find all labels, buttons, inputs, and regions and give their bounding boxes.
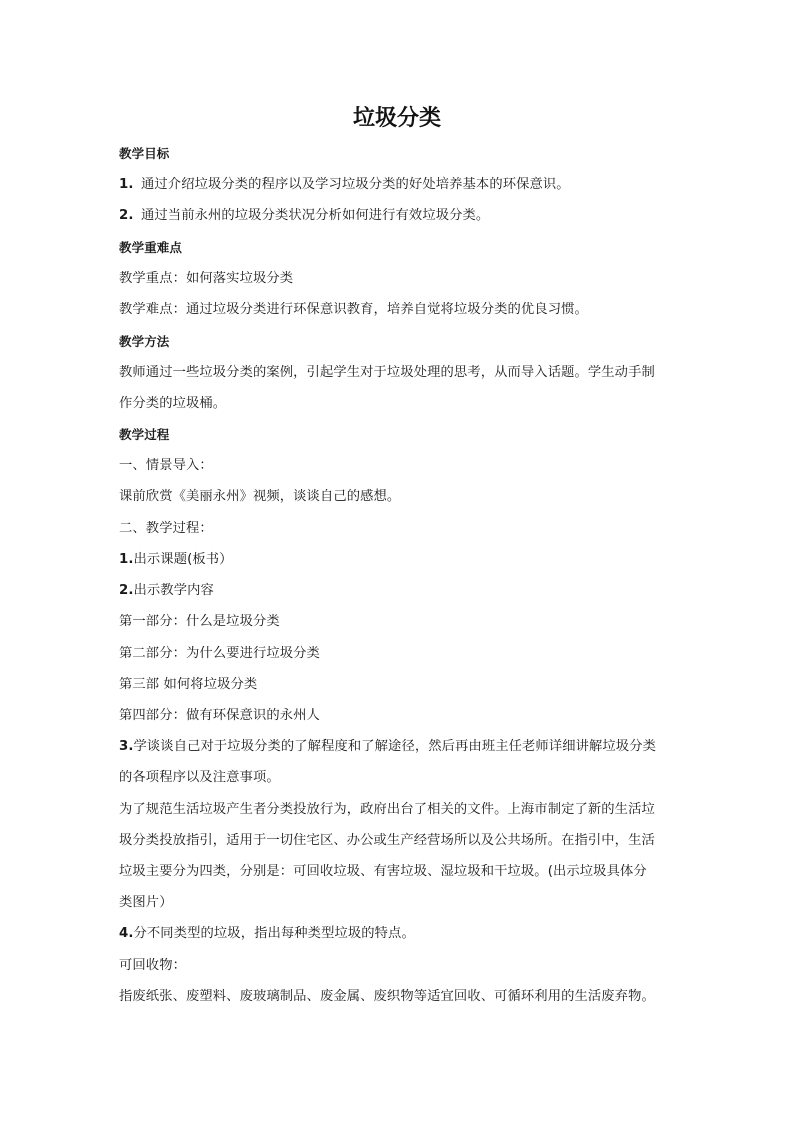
part-1: 第一部分：什么是垃圾分类 [119, 614, 280, 629]
step-1-number: 1. [119, 552, 134, 567]
document-title: 垃圾分类 [352, 106, 441, 131]
step-2 [119, 583, 214, 599]
step-4 [119, 926, 415, 942]
paragraph-line-1: 为了规范生活垃圾产生者分类投放行为，政府出台了相关的文件。上海市制定了新的生活垃 [119, 802, 655, 817]
method-text-line-2: 作分类的垃圾桶。 [119, 396, 227, 411]
part-2: 第二部分：为什么要进行垃圾分类 [119, 646, 320, 661]
paragraph-line-4: 类图片） [119, 895, 173, 910]
intro-text: 课前欣赏《美丽永州》视频，谈谈自己的感想。 [119, 489, 401, 504]
part-4: 第四部分：做有环保意识的永州人 [119, 708, 320, 723]
goal-1-number: 1. [119, 177, 134, 192]
step-3-text: 学谈谈自己对于垃圾分类的了解程度和了解途径，然后再由班主任老师详细讲解垃圾分类 [133, 739, 656, 754]
part-3: 第三部 如何将垃圾分类 [119, 677, 258, 692]
step-3-number: 3. [119, 739, 134, 754]
goal-2-number: 2. [119, 208, 134, 223]
step-4-number: 4. [119, 926, 134, 941]
key-point: 教学重点：如何落实垃圾分类 [119, 271, 294, 286]
goal-item-2 [119, 208, 489, 224]
goal-1-text: 通过介绍垃圾分类的程序以及学习垃圾分类的好处培养基本的环保意识。 [141, 177, 570, 192]
goals-heading: 教学目标 [119, 146, 170, 161]
process-heading: 教学过程 [119, 427, 170, 442]
step-3-line-1 [119, 739, 656, 755]
step-2-text: 出示教学内容 [133, 583, 214, 598]
paragraph-line-3: 垃圾主要分为四类，分别是：可回收垃圾、有害垃圾、湿垃圾和干垃圾。(出示垃圾具体分 [119, 864, 647, 879]
process-subheading: 二、教学过程： [119, 521, 213, 536]
step-2-number: 2. [119, 583, 134, 598]
method-text-line-1: 教师通过一些垃圾分类的案例，引起学生对于垃圾处理的思考，从而导入话题。学生动手制 [119, 365, 655, 380]
intro-heading: 一、情景导入： [119, 458, 213, 473]
difficulty-heading: 教学重难点 [119, 240, 183, 255]
step-1 [119, 552, 233, 568]
recyclable-text: 指废纸张、废塑料、废玻璃制品、废金属、废织物等适宜回收、可循环利用的生活废弃物。 [119, 989, 655, 1004]
recyclable-heading: 可回收物： [119, 958, 186, 973]
goal-item-1 [119, 177, 570, 193]
goal-2-text: 通过当前永州的垃圾分类状况分析如何进行有效垃圾分类。 [141, 208, 490, 223]
step-3-line-2: 的各项程序以及注意事项。 [119, 770, 280, 785]
paragraph-line-2: 圾分类投放指引，适用于一切住宅区、办公或生产经营场所以及公共场所。在指引中，生活 [119, 833, 655, 848]
step-1-text: 出示课题(板书） [133, 552, 233, 567]
method-heading: 教学方法 [119, 334, 170, 349]
difficult-point: 教学难点：通过垃圾分类进行环保意识教育，培养自觉将垃圾分类的优良习惯。 [119, 302, 588, 317]
step-4-text: 分不同类型的垃圾，指出每种类型垃圾的特点。 [133, 926, 415, 941]
